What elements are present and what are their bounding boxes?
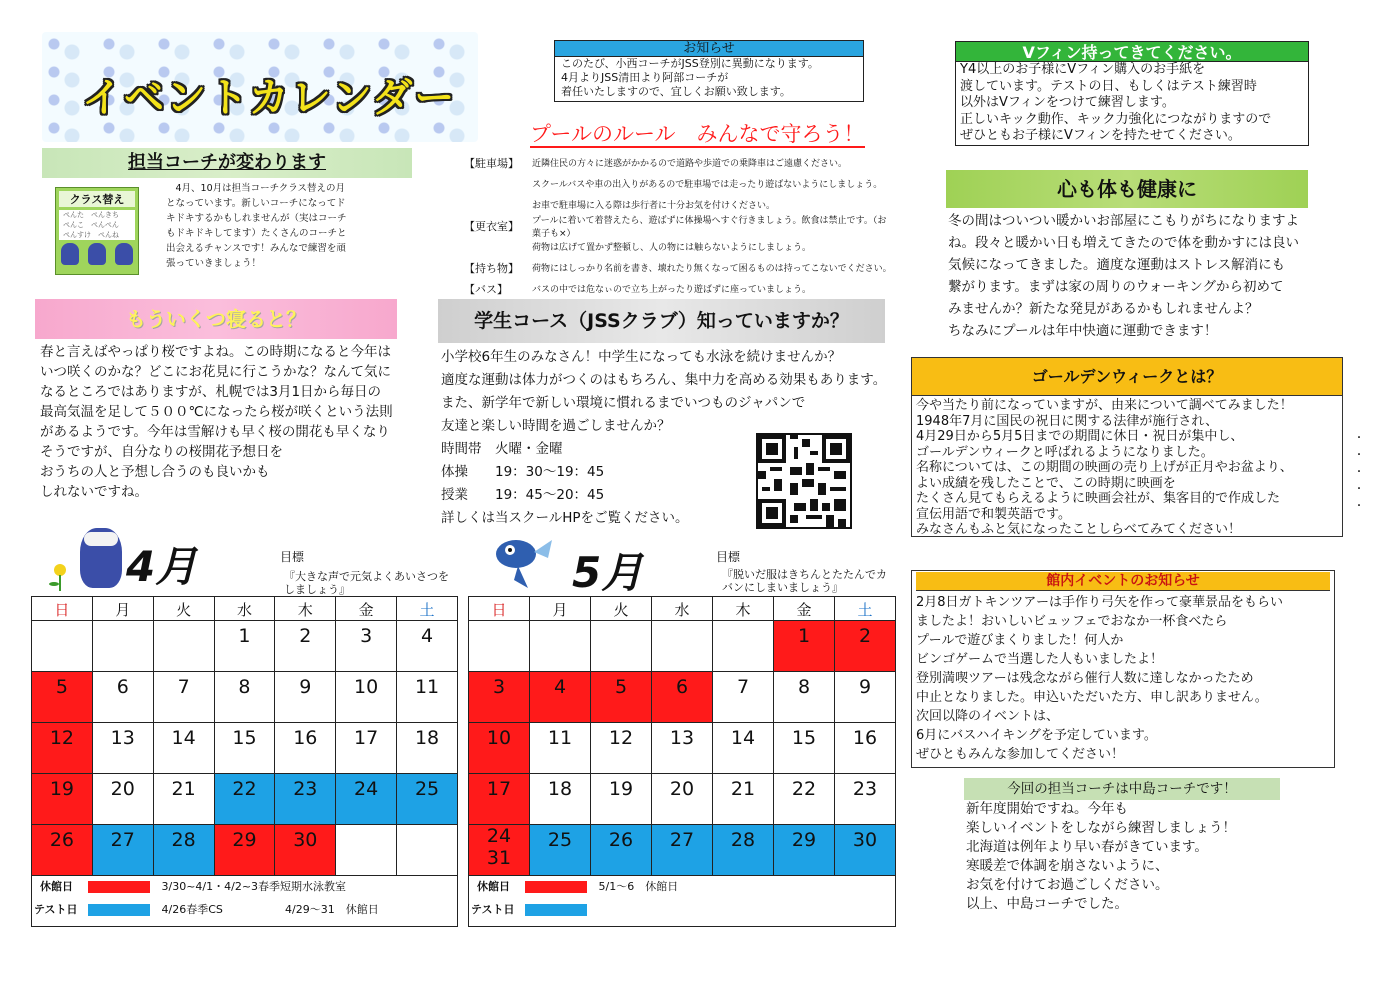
notice-box (554, 40, 864, 102)
vfin-heading: Vフィン持ってきてください。 (955, 41, 1309, 62)
page-title: イベントカレンダー (82, 75, 457, 121)
april-legend (31, 875, 458, 927)
golden-week-line: ゴールデンウィークと呼ばれるようになりました。 (916, 444, 1214, 460)
hall-event-line: 6月にバスハイキングを予定しています。 (916, 728, 1157, 743)
calendar-day-cell (652, 621, 713, 672)
calendar-day-cell: 14 (713, 723, 774, 774)
sakura-line: 最高気温を足して５００℃になったら桜が咲くという法則 (40, 404, 393, 420)
calendar-day-cell: 12 (591, 723, 652, 774)
nakajima-line: 新年度開始ですね。今年も (966, 801, 1128, 817)
golden-week-heading: ゴールデンウィークとは？ (912, 358, 1342, 396)
legend-extra-text: 4/29～31 休館日 (285, 903, 379, 916)
hall-event-line: ビンゴゲームで当選した人もいましたよ！ (916, 652, 1164, 667)
weekday-header-row (32, 597, 458, 621)
notice-line: このたび、小西コーチがJSS登別に異動になります。 (561, 57, 819, 70)
sakura-line: なるところではありますが、札幌では3月1日から毎日の (40, 384, 382, 400)
schedule-value: 19：45～20：45 (495, 487, 605, 503)
rule-row (464, 173, 894, 194)
calendar-day-cell: 19 (32, 774, 93, 825)
weekday-header: 日 (32, 597, 93, 621)
calendar-day-cell: 28 (713, 825, 774, 876)
legend-closed-text: 3/30~4/1・4/2~3春季短期水泳教室 (161, 880, 347, 893)
calendar-week-row (469, 774, 896, 825)
calendar-day-cell: 9 (835, 672, 896, 723)
rule-text: プールに着いて着替えたら、遊ばずに体操場へすぐ行きましょう。飲食は禁止です。（お菓子も×） (532, 215, 887, 239)
calendar-day-cell: 20 (92, 774, 153, 825)
weekday-header: 日 (469, 597, 530, 621)
pool-rules-heading-text: プールのルール みんなで守ろう！ (530, 122, 865, 146)
calendar-day-cell (397, 825, 458, 876)
decorative-dots: ・ ・ ・ ・ ・ (1354, 433, 1364, 512)
class-card-name-line: ぺんこ ぺんぺん (63, 221, 119, 229)
calendar-day-cell: 8 (774, 672, 835, 723)
rule-tag: 【更衣室】 (464, 219, 519, 233)
student-course-line: 適度な運動は体力がつくのはもちろん、集中力を高める効果もあります。 (441, 372, 887, 388)
calendar-day-cell: 8 (214, 672, 275, 723)
calendar-day-cell: 7 (153, 672, 214, 723)
weekday-header: 土 (835, 597, 896, 621)
golden-week-line: たくさん見てもらえるように映画会社が、集客目的で作成した (916, 491, 1281, 506)
coach-change-heading-text: 担当コーチが変わります (128, 152, 326, 173)
student-course-heading: 学生コース（JSSクラブ）知っていますか？ (438, 299, 885, 343)
calendar-day-cell: 18 (530, 774, 591, 825)
nakajima-heading: 今回の担当コーチは中島コーチです！ (964, 778, 1280, 800)
rule-tag: 【持ち物】 (464, 261, 519, 275)
sakura-line: しれないですね。 (40, 484, 148, 500)
health-line: みませんか？新たな発見があるかもしれませんよ？ (948, 301, 1259, 317)
nakajima-line: 以上、中島コーチでした。 (966, 896, 1128, 912)
health-text (948, 210, 1308, 342)
calendar-day-cell: 27 (652, 825, 713, 876)
golden-week-box (911, 357, 1343, 537)
notice-line: 着任いたしますので、宜しくお願い致します。 (561, 85, 791, 98)
april-calendar (31, 596, 458, 876)
rule-tag: 【バス】 (464, 282, 508, 296)
penguin-mascot-icon (56, 243, 138, 265)
legend-test-text: 4/26春季CS (161, 903, 223, 916)
weekday-header: 火 (591, 597, 652, 621)
hall-event-body (912, 591, 1334, 766)
rule-text: 近隣住民の方々に迷惑がかかるので道路や歩道での乗降車はご遠慮ください。 (532, 159, 848, 169)
schedule-value: 火曜・金曜 (495, 441, 563, 457)
sakura-text (40, 342, 400, 502)
calendar-day-cell: 3 (469, 672, 530, 723)
rule-text: バスの中では危なぃので立ち上がったり遊ばずに座っていましょう。 (532, 285, 812, 295)
april-goal-label: 目標 (280, 550, 305, 564)
calendar-day-cell (469, 621, 530, 672)
pool-rules-list (464, 152, 894, 299)
weekday-header-row (469, 597, 896, 621)
sakura-line: そうですが、自分なりの桜開花予想日を (40, 444, 283, 460)
student-course-footer: 詳しくは当スクールHPをご覧ください。 (441, 510, 689, 526)
golden-week-line: 名称については、この期間の映画の売り上げが正月やお盆より、 (916, 460, 1293, 475)
class-card-name-line: ぺんすけ ぺんね (63, 231, 119, 239)
rule-text: 荷物は広げて置かず整頓し、人の物には触らないようにしましょう。 (532, 243, 812, 253)
calendar-day-cell: 29 (774, 825, 835, 876)
calendar-day-cell: 29 (214, 825, 275, 876)
vfin-line: Y4以上のお子様にVフィン購入のお手紙を (960, 62, 1206, 77)
may-legend (468, 875, 896, 927)
weekday-header: 月 (530, 597, 591, 621)
sakura-line: 春と言えばやっぱり桜ですよね。この時期になると今年は (40, 344, 391, 360)
legend-test-swatch (525, 904, 587, 916)
calendar-week-row (32, 621, 458, 672)
may-title: 5月 (572, 548, 644, 597)
calendar-day-cell: 18 (397, 723, 458, 774)
may-goal: 『脱いだ服はきちんとたたんでカバンにしまいましょう』 (722, 568, 887, 594)
class-card-names (59, 210, 135, 240)
calendar-day-cell: 5 (32, 672, 93, 723)
notice-line: 4月よりJSS清田より阿部コーチが (561, 71, 729, 84)
calendar-day-cell: 9 (275, 672, 336, 723)
rule-row (464, 215, 894, 239)
hall-event-heading: 館内イベントのお知らせ (916, 572, 1330, 591)
calendar-day-cell (92, 621, 153, 672)
calendar-day-cell: 2 (275, 621, 336, 672)
class-change-card (55, 187, 139, 275)
calendar-week-row (469, 672, 896, 723)
calendar-day-cell: 21 (713, 774, 774, 825)
calendar-day-cell: 21 (153, 774, 214, 825)
calendar-week-row (32, 825, 458, 876)
calendar-day-cell: 10 (469, 723, 530, 774)
vfin-line: 渡しています。テストの日、もしくはテスト練習時 (960, 78, 1257, 94)
calendar-week-row (32, 672, 458, 723)
sakura-line: おうちの人と予想し合うのも良いかも (40, 464, 270, 480)
calendar-day-cell: 1 (774, 621, 835, 672)
vfin-line: 以外はVフィンをつけて練習します。 (960, 95, 1175, 110)
calendar-day-cell: 3 (336, 621, 397, 672)
rule-text: お車で駐車場に入る際は歩行者に十分お気を付けください。 (532, 201, 776, 211)
weekday-header: 木 (713, 597, 774, 621)
calendar-day-cell: 27 (92, 825, 153, 876)
calendar-day-cell: 13 (652, 723, 713, 774)
weekday-header: 水 (214, 597, 275, 621)
hall-event-line: ましたよ！おいしいビュッフェでおなか一杯食べたら (916, 614, 1228, 629)
calendar-day-cell: 4 (397, 621, 458, 672)
calendar-day-cell: 16 (275, 723, 336, 774)
vfin-line: 正しいキック動作、キック力強化につながりますので (960, 111, 1272, 127)
calendar-day-cell: 15 (774, 723, 835, 774)
calendar-day-cell (713, 621, 774, 672)
calendar-day-cell: 15 (214, 723, 275, 774)
golden-week-line: 今や当たり前になっていますが、由来について調べてみました！ (916, 398, 1293, 413)
calendar-day-cell: 2 (835, 621, 896, 672)
calendar-day-cell: 22 (774, 774, 835, 825)
schedule-label: 授業 (441, 487, 468, 503)
calendar-day-cell: 20 (652, 774, 713, 825)
health-line: 繋がります。まずは家の周りのウォーキングから初めて (948, 279, 1284, 295)
health-line: 気候になってきました。適度な運動はストレス解消にも (948, 257, 1286, 273)
student-course-line: 小学校6年生のみなさん！中学生になっても水泳を続けませんか？ (441, 349, 842, 365)
calendar-week-row (469, 825, 896, 876)
class-card-title: クラス替え (59, 191, 135, 207)
legend-closed-swatch (88, 881, 150, 893)
calendar-week-row (469, 723, 896, 774)
legend-closed-label: 休館日 (40, 880, 73, 893)
health-line: ちなみにプールは年中快適に運動できます！ (948, 323, 1218, 339)
golden-week-line: みなさんもふと気になったことしらべてみてください！ (916, 522, 1242, 537)
golden-week-line: 4月29日から5月5日までの期間に休日・祝日が集中し、 (916, 429, 1244, 444)
calendar-day-cell: 5 (591, 672, 652, 723)
sakura-heading: もういくつ寝ると？ (35, 299, 397, 339)
calendar-day-cell: 13 (92, 723, 153, 774)
nakajima-line: お気を付けてお過ごしください。 (966, 877, 1169, 893)
calendar-day-cell: 7 (713, 672, 774, 723)
calendar-day-cell: 30 (275, 825, 336, 876)
calendar-day-cell: 23 (275, 774, 336, 825)
legend-test-swatch (88, 904, 150, 916)
nakajima-line: 楽しいイベントをしながら練習しましょう！ (966, 820, 1236, 836)
flower-icon (46, 562, 74, 590)
calendar-day-cell: 25 (530, 825, 591, 876)
golden-week-line: 宣伝用語で和製英語です。 (916, 506, 1071, 522)
rule-text: 荷物にはしっかり名前を書き、壊れたり無くなって困るものは持ってこないでください。 (532, 264, 892, 274)
hall-event-line: 2月8日ガトキンツアーは手作り弓矢を作って豪華景品をもらい (916, 595, 1284, 610)
calendar-day-cell: 25 (397, 774, 458, 825)
calendar-day-cell: 22 (214, 774, 275, 825)
calendar-day-cell: 4 (530, 672, 591, 723)
qr-code-icon[interactable] (756, 433, 852, 529)
calendar-day-cell: 6 (652, 672, 713, 723)
weekday-header: 水 (652, 597, 713, 621)
calendar-day-cell (32, 621, 93, 672)
calendar-day-cell: 24 31 (469, 825, 530, 876)
hall-event-line: 中止となりました。申込いただいた方、申し訳ありません。 (916, 690, 1268, 705)
calendar-week-row (32, 723, 458, 774)
penguin-mascot-icon (80, 528, 122, 588)
calendar-day-cell: 1 (214, 621, 275, 672)
calendar-day-cell: 30 (835, 825, 896, 876)
hall-event-line: 登別満喫ツアーは残念ながら催行人数に達しなかったため (916, 671, 1254, 686)
sakura-line: いつ咲くのかな？どこにお花見に行こうかな？なんて気に (40, 364, 391, 380)
weekday-header: 月 (92, 597, 153, 621)
hall-event-line: 次回以降のイベントは、 (916, 709, 1060, 724)
student-course-line: 友達と楽しい時間を過ごしませんか？ (441, 418, 671, 434)
weekday-header: 金 (336, 597, 397, 621)
rule-tag: 【駐車場】 (464, 156, 519, 170)
calendar-day-cell: 23 (835, 774, 896, 825)
student-course-line: また、新学年で新しい環境に慣れるまでいつものジャパンで (441, 395, 806, 411)
calendar-day-cell: 12 (32, 723, 93, 774)
weekday-header: 金 (774, 597, 835, 621)
april-goal: 『大きな声で元気よくあいさつをしましょう』 (284, 570, 449, 596)
golden-week-line: 1948年7月に国民の祝日に関する法律が施行され、 (916, 413, 1219, 429)
coach-change-heading (42, 148, 412, 178)
class-card-name-line: ぺんた ぺんきち (63, 211, 119, 219)
legend-closed-swatch (525, 881, 587, 893)
calendar-day-cell (336, 825, 397, 876)
calendar-day-cell: 26 (32, 825, 93, 876)
title-banner (42, 32, 478, 142)
calendar-day-cell: 14 (153, 723, 214, 774)
golden-week-line: よい成績を残したことで、この時期に映画を (916, 475, 1176, 491)
schedule-label: 時間帯 (441, 441, 482, 457)
nakajima-text (966, 800, 1296, 914)
schedule-label: 体操 (441, 464, 468, 480)
calendar-day-cell (530, 621, 591, 672)
calendar-day-cell: 26 (591, 825, 652, 876)
rule-text: スクールバスや車の出入りがあるので駐車場では走ったり遊ばないようにしましょう。 (532, 180, 883, 190)
calendar-day-cell: 11 (397, 672, 458, 723)
coach-change-text: 4月、10月は担当コーチクラス替えの月となっています。新しいコーチになってドキドキするかもしれませんが（実はコーチもドキドキしてます）たくさんのコーチと出会えるチャンスです！みんなで練習を頑張っていきましょう！ (166, 183, 347, 269)
calendar-day-cell: 16 (835, 723, 896, 774)
weekday-header: 火 (153, 597, 214, 621)
calendar-day-cell: 17 (469, 774, 530, 825)
rule-row (464, 278, 894, 299)
calendar-day-cell: 28 (153, 825, 214, 876)
april-title: 4月 (126, 542, 198, 591)
calendar-week-row (469, 621, 896, 672)
calendar-day-cell (591, 621, 652, 672)
calendar-day-cell: 17 (336, 723, 397, 774)
sakura-line: があるようです。今年は雪解けも早く桜の開花も早くなり (40, 424, 390, 440)
hall-event-line: プールで遊びまくりました！何人か (916, 633, 1124, 648)
vfin-body (955, 62, 1309, 146)
health-line: ね。段々と暖かい日も増えてきたので体を動かすには良い (948, 235, 1299, 251)
legend-closed-text: 5/1～6 休館日 (598, 880, 679, 893)
calendar-day-cell (153, 621, 214, 672)
legend-closed-label: 休館日 (477, 880, 510, 893)
golden-week-body (912, 396, 1342, 540)
schedule-value: 19：30～19：45 (495, 464, 605, 480)
weekday-header: 土 (397, 597, 458, 621)
may-calendar (468, 596, 896, 876)
health-line: 冬の間はついつい暖かいお部屋にこもりがちになりますよ (948, 213, 1299, 229)
calendar-day-cell: 19 (591, 774, 652, 825)
calendar-day-cell: 24 (336, 774, 397, 825)
fish-mascot-icon (488, 530, 556, 592)
weekday-header: 木 (275, 597, 336, 621)
calendar-day-cell: 10 (336, 672, 397, 723)
notice-body (555, 57, 863, 99)
may-goal-label: 目標 (716, 550, 741, 564)
hall-event-line: ぜひともみんな参加してください！ (916, 747, 1125, 762)
rule-row (464, 152, 894, 173)
vfin-line: ぜひともお子様にVフィンを持たせてください。 (960, 128, 1241, 143)
calendar-week-row (32, 774, 458, 825)
nakajima-line: 寒暖差で体調を崩さないように、 (966, 858, 1169, 874)
rule-row (464, 257, 894, 278)
health-heading: 心も体も健康に (946, 170, 1308, 208)
legend-test-label: テスト日 (34, 903, 78, 916)
legend-test-label: テスト日 (471, 903, 515, 916)
rule-row (464, 236, 894, 257)
calendar-day-cell: 11 (530, 723, 591, 774)
nakajima-line: 北海道は例年より早い春がきています。 (966, 839, 1208, 855)
notice-heading: お知らせ (555, 41, 863, 57)
pool-rules-heading (530, 118, 865, 148)
hall-event-box (911, 570, 1335, 768)
calendar-day-cell: 6 (92, 672, 153, 723)
